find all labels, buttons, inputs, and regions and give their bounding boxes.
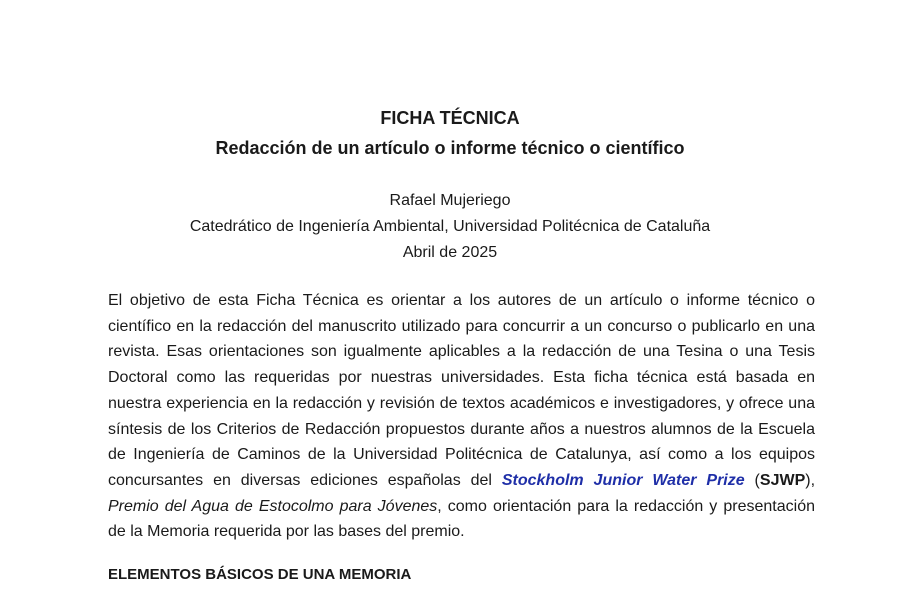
author-affiliation: Catedrático de Ingeniería Ambiental, Universidad Politécnica de Cataluña xyxy=(189,218,711,235)
document-subtitle: Redacción de un artículo o informe técnico o científico xyxy=(215,138,685,158)
section-heading: ELEMENTOS BÁSICOS DE UNA MEMORIA xyxy=(108,566,412,583)
prize-spanish-name: Premio del Agua de Estocolmo para Jóvenes xyxy=(108,497,438,515)
paren-close: ), xyxy=(805,471,816,489)
document-date: Abril de 2025 xyxy=(402,244,498,261)
prize-name: Stockholm Junior Water Prize xyxy=(501,471,745,489)
intro-text-end: , como orientación para la redacción y presentación de la Memoria requerida por las bases del premio. xyxy=(108,497,815,541)
intro-paragraph xyxy=(108,288,815,545)
author-name: Rafael Mujeriego xyxy=(389,192,511,209)
prize-abbreviation: SJWP xyxy=(759,471,806,489)
intro-text-start: El objetivo de esta Ficha Técnica es orientar a los autores de un artículo o informe técnico o científico en la redacción del manuscrito utilizado para concurrir a un concurso o publicarlo en una revista. Esas orientaciones son igualmente aplicables a la redacción de una Tesina o una Tesis Doctoral como las requeridas por nuestras universidades. Esta ficha técnica está basada en nuestra experiencia en la redacción y revisión de textos académicos e investigadores, y ofrece una síntesis de los Criterios de Redacción propuestos durante años a nuestros alumnos de la Escuela de Ingeniería de Caminos de la Universidad Politécnica de Catalunya, así como a los equipos concursantes en diversas ediciones españolas del xyxy=(108,292,815,489)
document-title: FICHA TÉCNICA xyxy=(380,108,520,128)
paren-open: ( xyxy=(744,471,760,489)
